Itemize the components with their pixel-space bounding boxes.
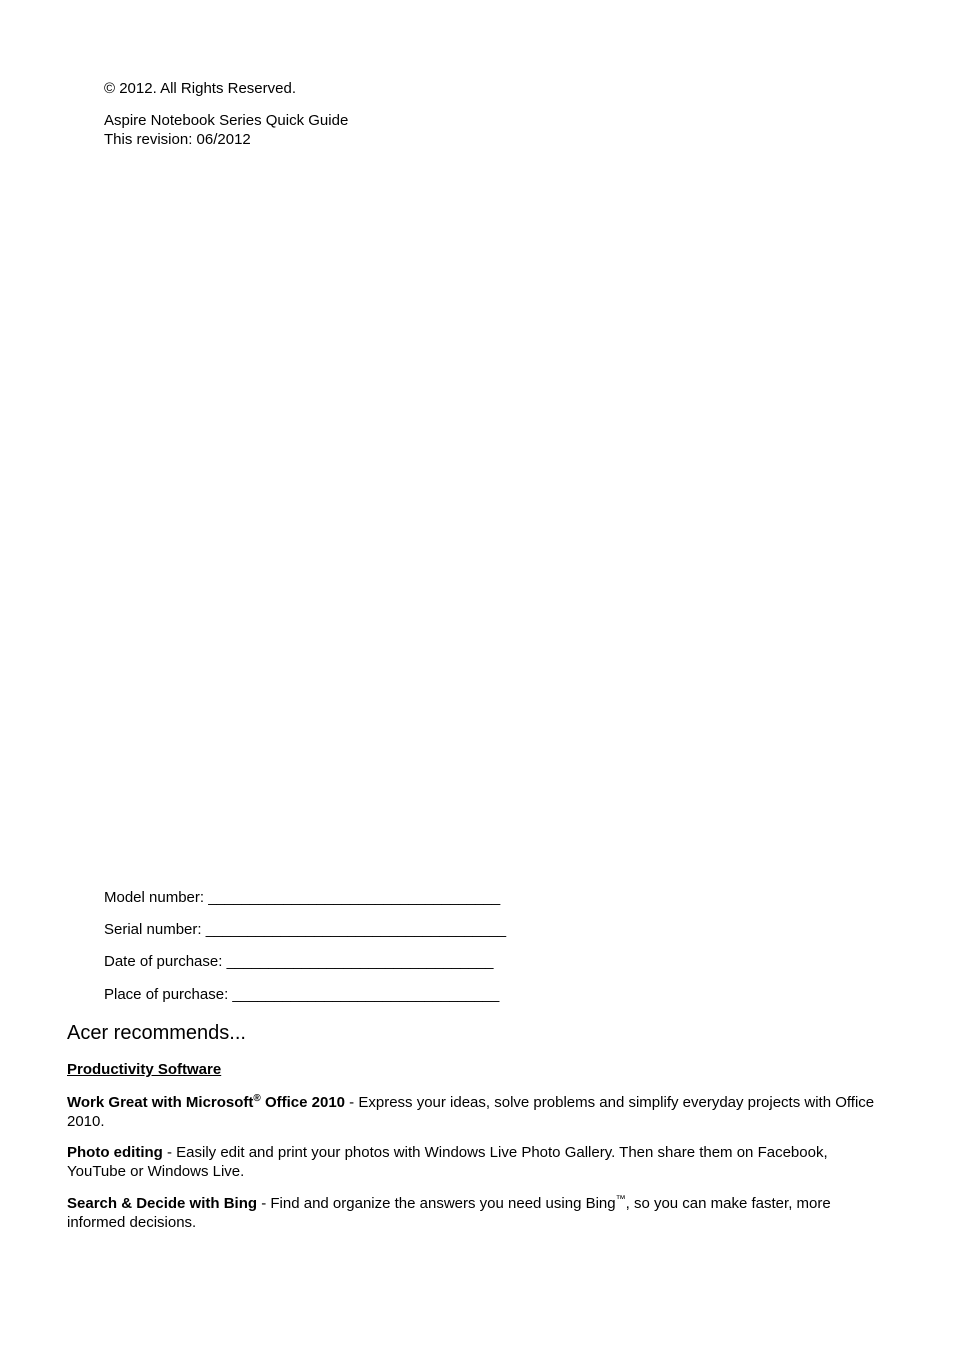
- recommends-heading: Acer recommends...: [67, 1022, 246, 1044]
- office-2010-text: - Express your ideas, solve problems and simplify everyday projects with Office 2010.: [67, 1094, 875, 1130]
- copyright-notice: © 2012. All Rights Reserved.: [104, 80, 296, 97]
- guide-title: Aspire Notebook Series Quick Guide: [104, 112, 349, 129]
- office-title-post: Office 2010: [260, 1094, 346, 1111]
- bing-title: Search & Decide with Bing: [67, 1195, 258, 1212]
- photo-editing-text: - Easily edit and print your photos with Windows Live Photo Gallery. Then share them on Facebook, YouTube or Windows Live.: [67, 1144, 828, 1180]
- place-of-purchase-field: Place of purchase: ________________________________: [104, 986, 500, 1003]
- date-of-purchase-field: Date of purchase: ________________________________: [104, 953, 494, 970]
- bing-text-post: , so you can make faster, more informed decisions.: [67, 1195, 831, 1231]
- trademark-mark: ™: [615, 1194, 626, 1205]
- revision-line: This revision: 06/2012: [104, 131, 251, 148]
- model-number-field: Model number: ___________________________________: [104, 889, 501, 906]
- serial-number-field: Serial number: ____________________________________: [104, 921, 507, 938]
- office-2010-title: [67, 1094, 345, 1111]
- office-title-pre: Work Great with Microsoft: [67, 1094, 254, 1111]
- bing-text-pre: - Find and organize the answers you need using Bing: [257, 1195, 616, 1212]
- bing-paragraph: [67, 1194, 887, 1232]
- office-2010-paragraph: [67, 1093, 887, 1131]
- registered-mark: ®: [253, 1093, 261, 1104]
- productivity-software-subheading: Productivity Software: [67, 1061, 222, 1078]
- photo-editing-paragraph: [67, 1143, 887, 1181]
- photo-editing-title: Photo editing: [67, 1144, 163, 1161]
